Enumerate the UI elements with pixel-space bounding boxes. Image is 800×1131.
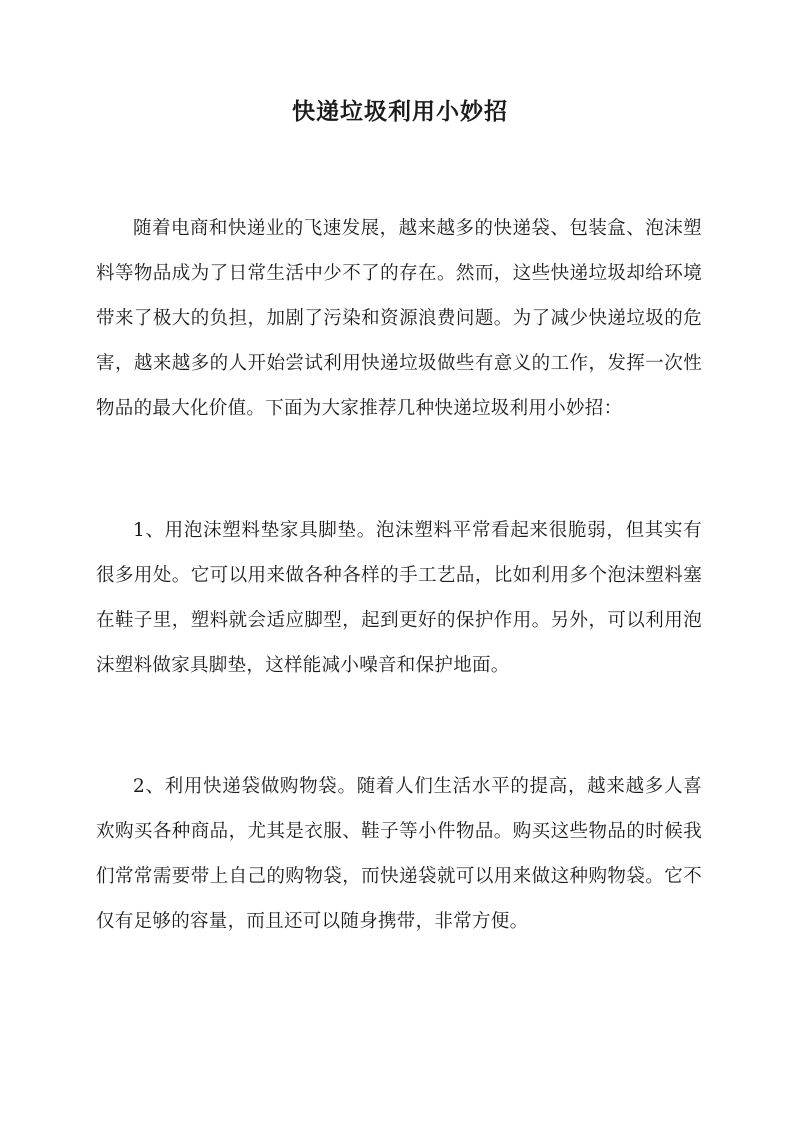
document-title: 快递垃圾利用小妙招: [292, 98, 508, 125]
paragraph-intro: 随着电商和快递业的飞速发展，越来越多的快递袋、包装盒、泡沫塑料等物品成为了日常生活中少不了的存在。然而，这些快递垃圾却给环境带来了极大的负担，加剧了污染和资源浪费问题。为了减少快递垃圾的危害，越来越多的人开始尝试利用快递垃圾做些有意义的工作，发挥一次性物品的最大化价值。下面为大家推荐几种快递垃圾利用小妙招：: [96, 218, 702, 419]
paragraph-tip-2: 2、利用快递袋做购物袋。随着人们生活水平的提高，越来越多人喜欢购买各种商品，尤其是衣服、鞋子等小件物品。购买这些物品的时候我们常常需要带上自己的购物袋，而快递袋就可以用来做这种购物袋。它不仅有足够的容量，而且还可以随身携带，非常方便。: [96, 776, 702, 932]
paragraph-tip-1: 1、用泡沫塑料垫家具脚垫。泡沫塑料平常看起来很脆弱，但其实有很多用处。它可以用来做各种各样的手工艺品，比如利用多个泡沫塑料塞在鞋子里，塑料就会适应脚型，起到更好的保护作用。另外，可以利用泡沫塑料做家具脚垫，这样能减小噪音和保护地面。: [96, 520, 702, 676]
